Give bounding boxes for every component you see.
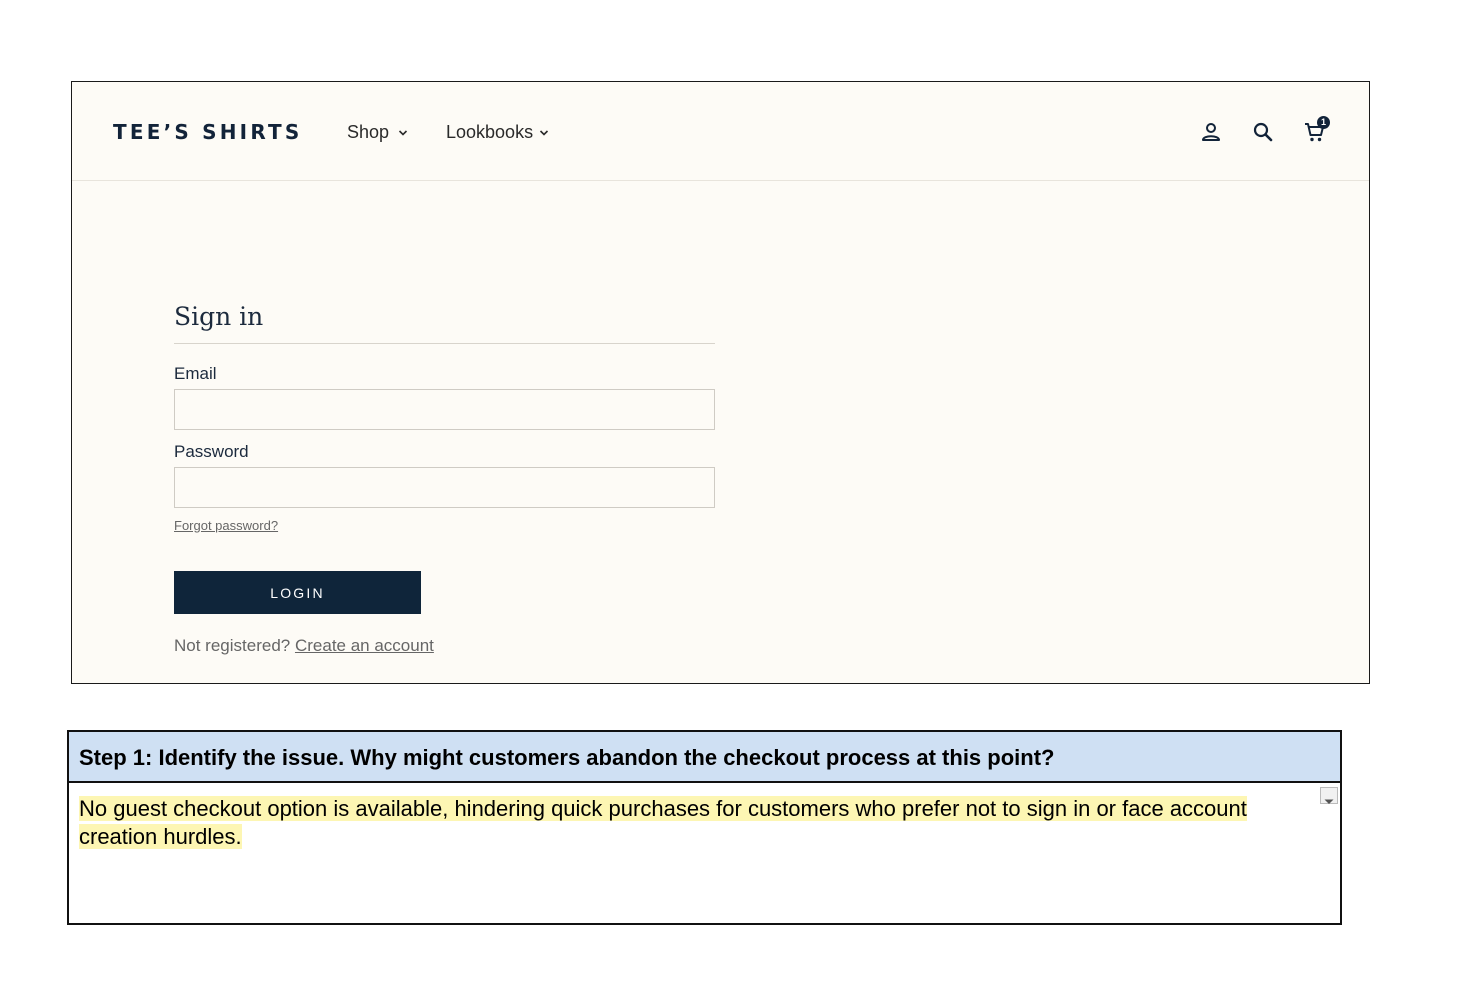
user-icon[interactable] (1199, 120, 1223, 144)
login-button[interactable]: LOGIN (174, 571, 421, 614)
answer-text: No guest checkout option is available, hindering quick purchases for customers who prefer not to sign in or face account creation hurdles. (79, 796, 1247, 849)
triangle-down-icon (1321, 794, 1337, 809)
chevron-down-icon (539, 129, 549, 137)
sign-in-form (174, 302, 715, 656)
nav-shop-label: Shop (347, 122, 390, 142)
sign-in-title: Sign in (174, 302, 715, 344)
email-label: Email (174, 364, 217, 383)
password-label: Password (174, 442, 249, 461)
answer-cell[interactable] (69, 783, 1340, 851)
dropdown-button[interactable] (1320, 787, 1338, 804)
chevron-down-icon (398, 129, 408, 137)
create-account-link[interactable]: Create an account (294, 636, 434, 655)
forgot-password-link[interactable]: Forgot password? (174, 518, 279, 533)
store-logo[interactable]: TEE’S SHIRTS (113, 120, 303, 144)
question-table (67, 730, 1342, 925)
cart-count-badge: 1 (1317, 116, 1330, 129)
store-screenshot (71, 81, 1370, 684)
not-registered-text: Not registered? (174, 636, 291, 655)
password-field[interactable] (174, 467, 715, 508)
cart-button[interactable] (1303, 117, 1327, 144)
question-header: Step 1: Identify the issue. Why might customers abandon the checkout process at this point? (69, 732, 1340, 783)
search-icon[interactable] (1251, 120, 1275, 144)
nav-shop[interactable] (347, 122, 408, 143)
nav-lookbooks[interactable] (446, 122, 549, 143)
store-header (72, 82, 1369, 181)
nav-lookbooks-label: Lookbooks (446, 122, 534, 142)
email-field[interactable] (174, 389, 715, 430)
register-prompt (174, 636, 715, 656)
